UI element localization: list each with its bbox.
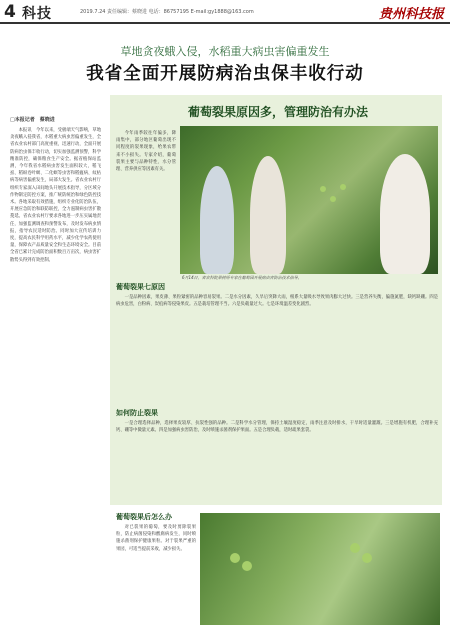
grape-bunch [350,543,360,553]
prevention-paragraph: 一是合理选择品种，选择果皮较厚、抗裂性强的品种。二是科学水分管理，保持土壤湿度稳定，雨季注意及时排水，干旱时适量灌溉。三是增施有机肥，合理补充钙、硼等中微量元素。四是加强病虫害防治，及时喷施杀菌剂保护果面。五是合理负载，适时疏果套袋。 [116,421,438,434]
grape-orchard-photo [180,126,438,274]
grape-bunch [362,553,372,563]
article-byline: □本报记者 蔡晓进 [10,117,55,123]
person-figure [200,166,234,274]
person-figure [380,154,430,274]
paper-name-logo: 贵州科技报 [378,7,444,22]
grape-bunch [330,196,336,202]
masthead-meta: 2019.7.24 责任编辑：蔡晓进 电话：86757195 E-mail:gy1888@163.com [80,9,254,15]
section-name: 科技 [22,6,52,22]
person-figure [250,156,286,274]
page-number: 4 [4,2,16,22]
sidebar-intro-paragraph: 今年雨季较往年偏多，降雨集中，部分地区葡萄出现不同程度的裂果现象，给果农带来不小损失。专家介绍，葡萄裂果主要与品种特性、水分管理、营养供应等因素有关。 [116,131,176,173]
grape-bunch [340,184,346,190]
grape-bunch [242,561,252,571]
article-headline: 我省全面开展防病治虫保丰收行动 [86,64,364,84]
article-body [10,127,101,632]
sidebar-title: 葡萄裂果原因多，管理防治有办法 [187,105,368,119]
subtitle-prevention: 如何防止裂果 [116,409,158,417]
grape-bunch-photo [200,513,440,625]
photo-caption: 6月14日，省农科院果树所专家在葡萄园开展病虫害防治技术指导。 [182,275,302,280]
causes-paragraph: 一是品种因素，果皮薄、果粒紧密的品种容易裂果。二是水分因素，久旱后突降大雨，根系大量吸水导致果肉膨大过快。三是营养失衡，偏施氮肥，缺钙缺硼。四是病虫危害，白粉病、炭疽病等侵染果皮。五是栽培管理不当。六是负载量过大。七是环境温差变化剧烈。 [116,295,438,308]
subtitle-causes: 葡萄裂果七原因 [116,283,165,291]
subtitle-aftercare: 葡萄裂果后怎么办 [116,513,172,521]
sidebar-intro [116,130,176,270]
masthead [0,0,450,24]
article-paragraph: 本报讯 今年以来，受极端天气影响，草地贪夜蛾入侵我省，水稻重大病虫害偏重发生，全省农业农村部门高度重视，迅速行动，全面开展防病治虫保丰收行动，切实加强监测预警，科学精准防控，确保粮食生产安全。据省植保站监测，今年我省水稻病虫害发生面积较大，稻飞虱、稻纵卷叶螟、二化螟等虫害和稻瘟病、纹枯病等病害偏重发生，局部大发生。省农业农村厅组织专家深入田间地头开展技术指导，分区域分作物制定防控方案，推广统防统治和绿色防控技术。各地采取有效措施，组织专业化防治队伍，开展应急防治和联防联控，全力遏制病虫害扩散蔓延。省农业农村厅要求各地进一步压实属地责任，加强监测调查和预警发布，及时发布病虫情报，指导农民适时防治。同时加大宣传培训力度，提高农民科学用药水平，减少化学农药使用量，保障农产品质量安全和生态环境安全。目前全省已累计完成防治面积数百万亩次，病虫害扩散势头得到有效控制。 [10,128,101,263]
aftercare-paragraph: 对已裂果的葡萄，要及时剪除裂果粒，防止病菌侵染和酸腐病发生，同时喷施杀菌剂保护健康果粒。对于裂果严重的果园，可适当提前采收，减少损失。 [116,525,196,552]
grape-bunch [320,186,326,192]
sidebar-causes-text [116,294,438,398]
article-kicker: 草地贪夜蛾入侵，水稻重大病虫害偏重发生 [120,45,330,58]
sidebar-prevention-text [116,420,438,508]
sidebar-aftercare-text [116,524,196,632]
grape-bunch [230,553,240,563]
